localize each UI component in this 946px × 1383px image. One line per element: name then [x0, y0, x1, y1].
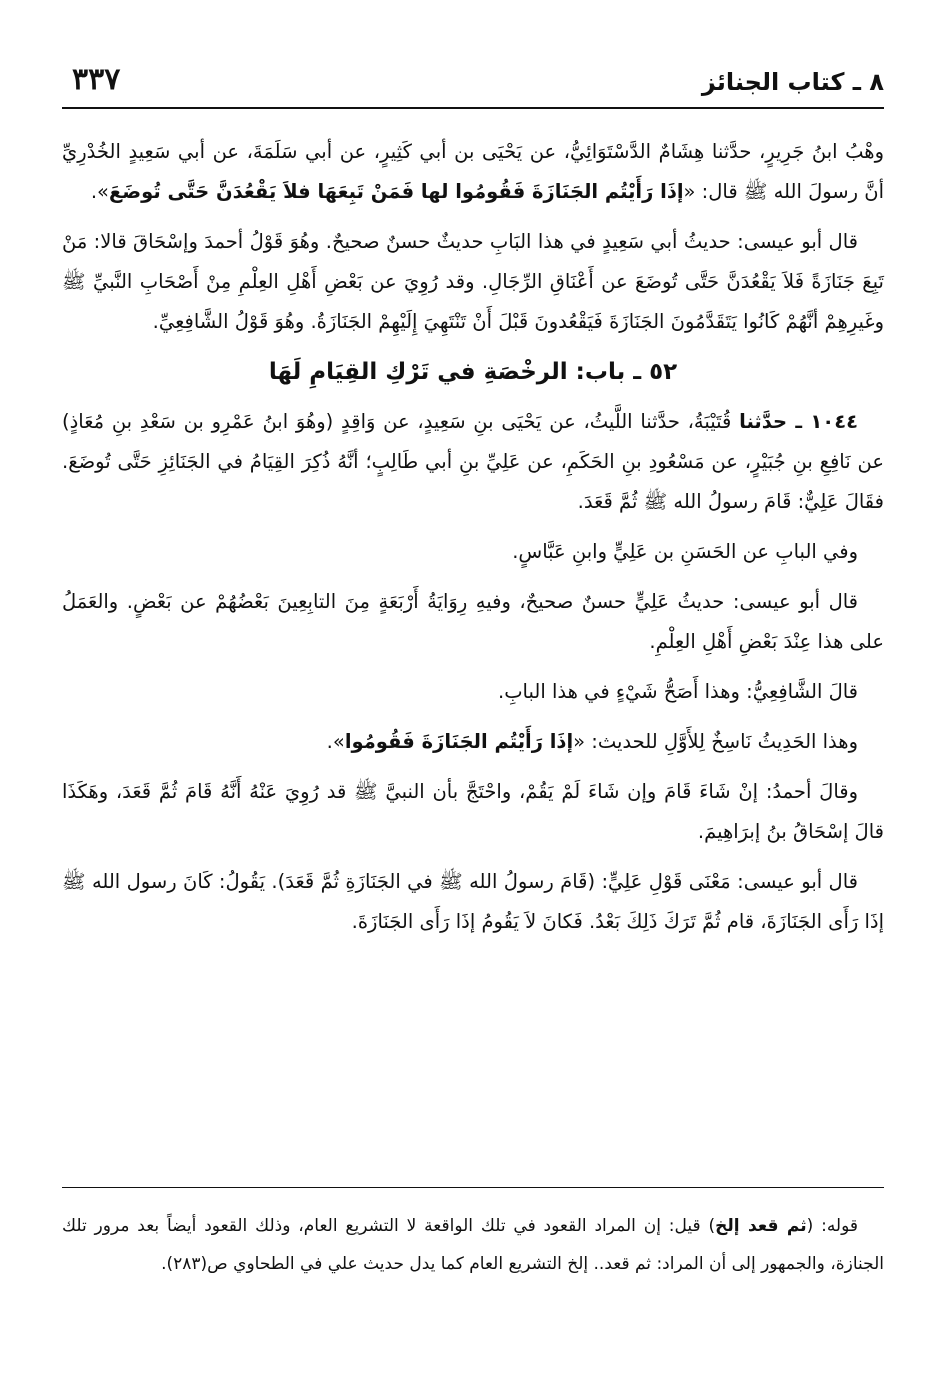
paragraph-1	[62, 132, 884, 212]
paragraph-1-text: وهْبُ ابنُ جَرِيرٍ، حدَّثنا هِشَامٌ الدَّسْتَوَائِيُّ، عن يَحْيَى بن أبي كَثِيرٍ، عن أبي سَلَمَةَ، عن أبي سَعِيدٍ الخُدْرِيِّ أنَّ رسولَ الله ﷺ قال: «	[62, 140, 884, 203]
paragraph-7-text: وهذا الحَدِيثُ نَاسِخٌ لِلأَوَّلِ للحديث: «	[573, 730, 858, 753]
paragraph-5: قال أبو عيسى: حديثُ عَلِيٍّ حسنٌ صحيحٌ، وفيهِ رِوَايَةُ أَرْبَعَةٍ مِنَ التابِعِينَ بَعْضُهُمْ عن بَعْضٍ. والعَمَلُ على هذا عِنْدَ بَعْضِ أَهْلِ العِلْمِ.	[62, 590, 884, 653]
chapter-heading: ٥٢ ـ باب: الرخْصَةِ في تَرْكِ القِيَامِ لَهَا	[268, 359, 678, 385]
paragraph-1-tail: ».	[90, 180, 109, 203]
footnote-lead: قوله: (	[806, 1216, 859, 1236]
paragraph-4: وفي البابِ عن الحَسَنِ بن عَلِيٍّ وابنِ عَبَّاسٍ.	[512, 540, 858, 563]
hadith-number-lead: ١٠٤٤ ـ حدَّثنا	[739, 410, 859, 433]
hadith-quote-bold-2: إذَا رَأَيْتُم الجَنَازَةَ فَقُومُوا	[344, 730, 574, 753]
header-divider	[62, 107, 884, 109]
paragraph-7	[62, 722, 884, 762]
footnote-text: ) قيل: إن المراد القعود في تلك الواقعة لا التشريع العام، وذلك القعود أيضاً بعد مرور تلك الجنازة، والجمهور إلى أن المراد: ثم قعد.. إلخ التشريع العام كما يدل حديث علي في الطحاوي ص(٢٨٣).	[62, 1216, 884, 1274]
chapter-title: ٨ ـ كتاب الجنائز	[701, 68, 884, 96]
main-text	[62, 132, 884, 952]
paragraph-7-tail: ».	[326, 730, 345, 753]
hadith-quote-bold: إذَا رَأَيْتُم الجَنَازَةَ فَقُومُوا لها فَمَنْ تَبِعَهَا فلاَ يَقْعُدَنَّ حَتَّى تُوضَعَ	[108, 180, 684, 203]
footnote-bold: ثم قعد إلخ	[715, 1216, 807, 1236]
paragraph-9: قال أبو عيسى: مَعْنَى قَوْلِ عَلِيٍّ: (قَامَ رسولُ الله ﷺ في الجَنَازَةِ ثُمَّ قَعَدَ). يَقُولُ: كَانَ رسول الله ﷺ إذَا رَأَى الجَنَازَةَ، قام ثُمَّ تَرَكَ ذَلِكَ بَعْدُ. فَكانَ لاَ يَقُومُ إذَا رَأَى الجَنَازَةَ.	[62, 870, 884, 933]
paragraph-2: قال أبو عيسى: حديثُ أبي سَعِيدٍ في هذا البَابِ حديثٌ حسنٌ صحيحٌ. وهُوَ قَوْلُ أحمدَ وإسْحَاقَ قالا: مَنْ تَبِعَ جَنَازَةً فَلاَ يَقْعُدَنَّ حَتَّى تُوضَعَ عن أَعْنَاقِ الرِّجَالِ. وقد رُوِيَ عن بَعْضِ أَهْلِ العِلْمِ مِنْ أَصْحَابِ النَّبيِّ ﷺ وغَيرِهِمْ أنَّهُمْ كَانُوا يَتَقَدَّمُونَ الجَنَازَةَ فَيَقْعُدونَ قَبْلَ أَنْ تَنْتَهِيَ إِلَيْهِمْ الجَنَازَةُ. وهُوَ قَوْلُ الشَّافِعِيِّ.	[62, 230, 884, 333]
page-number: ٣٣٧	[72, 62, 121, 97]
footnote-divider	[62, 1187, 884, 1188]
paragraph-3-text: قُتَيْبَةُ، حدَّثنا اللَّيثُ، عن يَحْيَى بنِ سَعِيدٍ، عن وَاقِدٍ (وهُوَ ابنُ عَمْرِو بن سَعْدِ بنِ مُعَاذٍ) عن نَافِعِ بنِ جُبَيْرٍ، عن مَسْعُودِ بنِ الحَكَمِ، عن عَلِيِّ بنِ أبي طَالِبٍ؛ أنَّهُ ذُكِرَ القِيَامُ في الجَنَائِزِ حَتَّى تُوضَعَ. فقَالَ عَلِيٌّ: قَامَ رسولُ الله ﷺ ثُمَّ قَعَدَ.	[62, 410, 884, 513]
footnote	[62, 1207, 884, 1283]
paragraph-8: وقالَ أحمدُ: إنْ شَاءَ قَامَ وإن شَاءَ لَمْ يَقُمْ، واحْتَجَّ بأن النبيَّ ﷺ قد رُوِيَ عَنْهُ أَنَّهُ قَامَ ثُمَّ قَعَدَ، وهَكَذَا قالَ إسْحَاقُ بنُ إبرَاهِيمَ.	[62, 780, 884, 843]
paragraph-6: قالَ الشَّافِعِيُّ: وهذا أَصَحُّ شَيْءٍ في هذا البابِ.	[498, 680, 858, 703]
page-header	[62, 62, 884, 102]
paragraph-3	[62, 402, 884, 522]
